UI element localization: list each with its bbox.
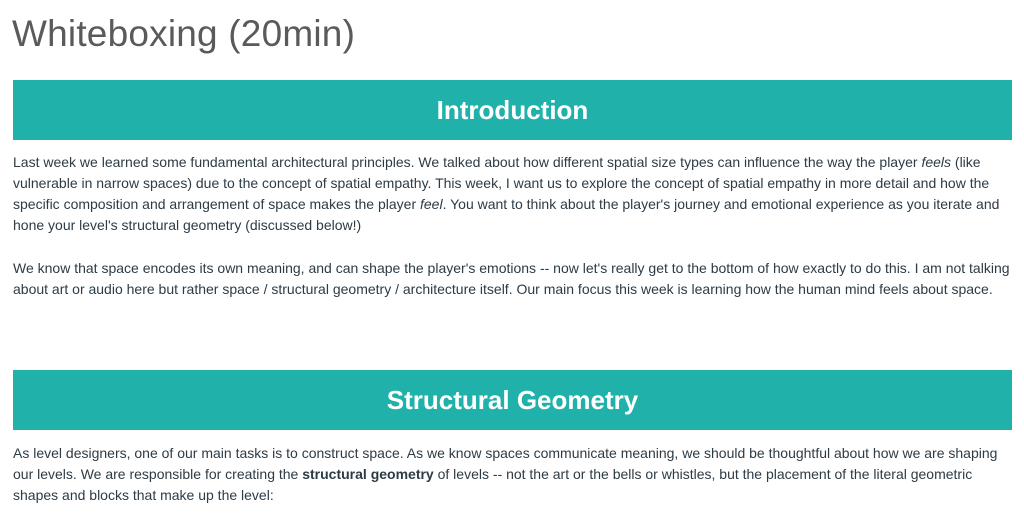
introduction-paragraph-2: We know that space encodes its own meaning, and can shape the player's emotions -- now let's really get to the bottom of how exactly to do this. I am not talking about art or audio here but rather space / structural geometry / architecture itself. Our main focus this week is learning how the human mind feels about space. [13,260,1010,297]
page-title: Whiteboxing (20min) [12,13,356,54]
text-run: . You want to think about the player's journey and emotional experience as you iterate and hone your level's structural geometry (discussed below!) [13,196,1000,233]
structural-geometry-banner [13,370,1012,430]
introduction-paragraph-1 [13,152,1011,236]
text-run: As level designers, one of our main tasks is to construct space. As we know spaces communicate meaning, we should be thoughtful about how we are shaping our levels. We are responsible for creating the [13,445,998,482]
structural-geometry-paragraph-1 [13,443,1011,506]
bold-structural-geometry: structural geometry [302,466,434,482]
emphasis-feels: feels [921,154,952,170]
introduction-heading: Introduction [436,95,589,125]
emphasis-feel: feel [420,196,443,212]
text-run: Last week we learned some fundamental architectural principles. We talked about how different spatial size types can influence the way the player [13,154,922,170]
introduction-banner [13,80,1012,140]
text-run: of levels -- not the art or the bells or whistles, but the placement of the literal geometric shapes and blocks that make up the level: [13,466,973,503]
text-run: (like vulnerable in narrow spaces) due to the concept of spatial empathy. This week, I want us to explore the concept of spatial empathy in more detail and how the specific composition and arrangement of space makes the player [13,154,990,212]
structural-geometry-heading: Structural Geometry [386,385,639,415]
